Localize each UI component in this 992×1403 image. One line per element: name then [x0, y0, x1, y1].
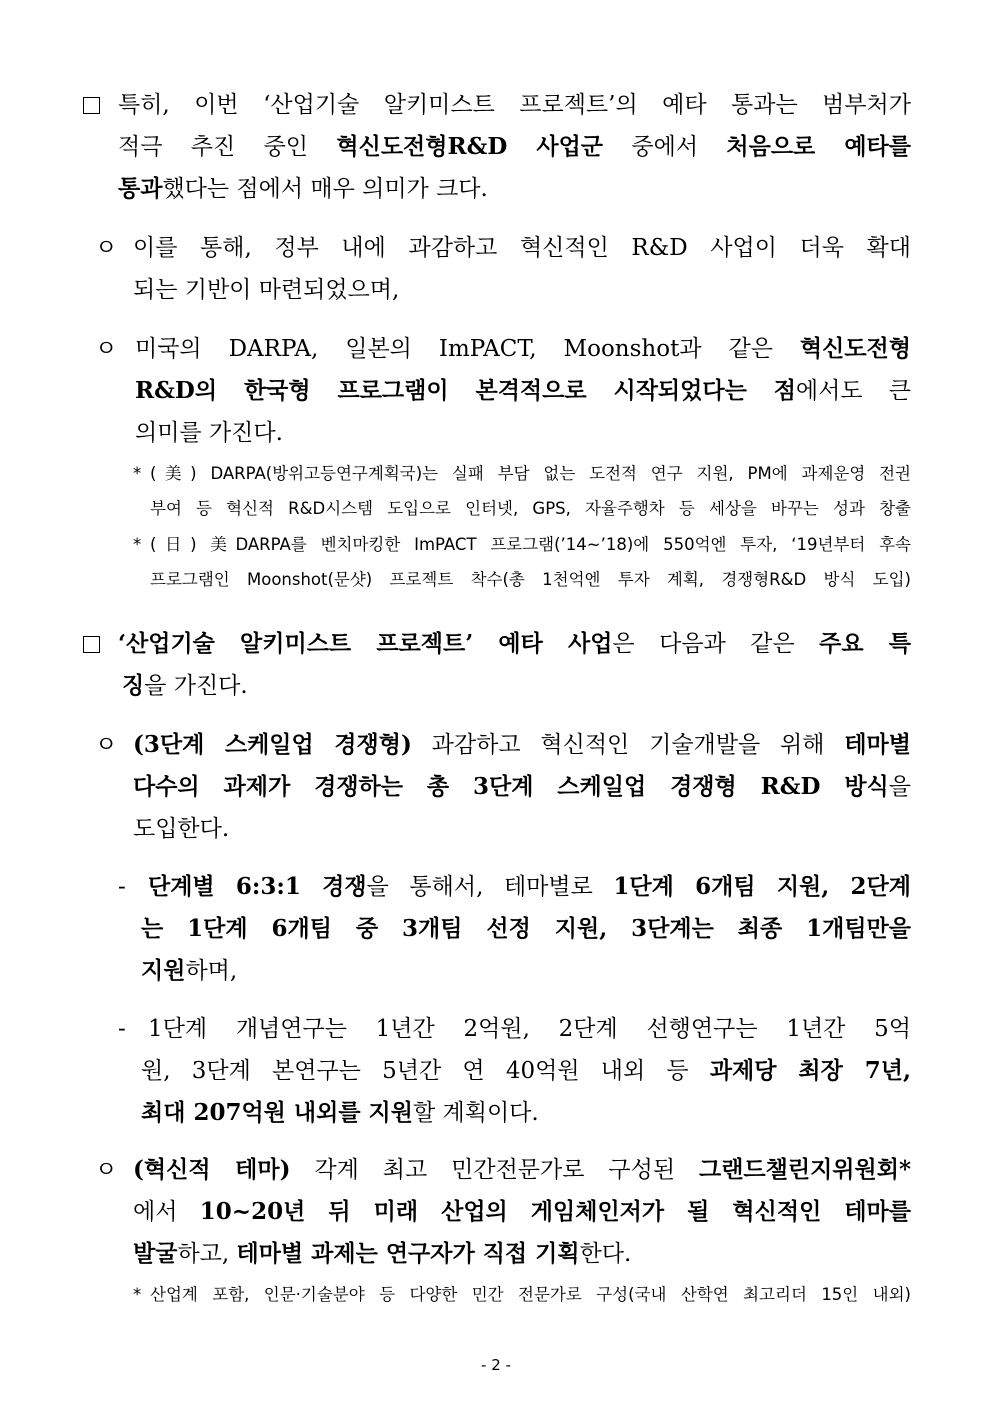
text-run: 하고,	[177, 1241, 237, 1267]
paragraph-line	[141, 914, 911, 944]
paragraph-line	[133, 1239, 911, 1269]
paragraph-line	[118, 132, 911, 162]
text-run: 을	[888, 774, 911, 800]
text-run: 에서	[133, 1199, 200, 1225]
bold-run: 테마별 과제는 연구자가 직접 기획	[236, 1240, 580, 1267]
bold-run: 는 1단계 6개팀 중 3개팀 선정 지원, 3단계는 최종 1개팀만을	[141, 915, 911, 942]
paragraph-line	[133, 233, 911, 263]
bold-run: R&D의 한국형 프로그램이 본격적으로 시작되었다는 점	[135, 377, 796, 404]
text-run: 은 다음과 같은	[612, 631, 820, 657]
circle-bullet: ㅇ	[95, 235, 118, 261]
bold-run: (3단계 스케일업 경쟁형)	[133, 731, 412, 758]
note-marker: *	[133, 535, 142, 554]
text-run: 이를 통해, 정부 내에 과감하고 혁신적인 R&D 사업이 더욱 확대	[133, 235, 911, 261]
bold-run: 주요 특	[819, 630, 911, 657]
footnote-line: (美) DARPA(방위고등연구계획국)는 실패 부담 없는 도전적 연구 지원, PM에 과제운영 전권	[150, 464, 911, 483]
circle-bullet: ㅇ	[95, 1157, 118, 1183]
dash-bullet: -	[118, 874, 126, 900]
circle-bullet: ㅇ	[95, 336, 118, 362]
text-run: 과감하고 혁신적인 기술개발을 위해	[411, 732, 845, 758]
bold-run: 혁신도전형R&D 사업군	[336, 133, 604, 160]
paragraph-line	[141, 956, 911, 986]
bold-run: 다수의 과제가 경쟁하는 총 3단계 스케일업 경쟁형 R&D 방식	[133, 773, 889, 800]
text-run: 특히, 이번 ‘산업기술 알키미스트 프로젝트’의 예타 통과는 범부처가	[118, 92, 911, 118]
text-run: 을 통해서, 테마별로	[366, 874, 614, 900]
bold-run: 지원	[141, 957, 186, 984]
paragraph-line	[148, 872, 911, 902]
paragraph-line	[133, 772, 911, 802]
bold-run: 징	[122, 672, 145, 699]
bold-run: 테마별	[844, 731, 911, 758]
dash-bullet: -	[118, 1016, 126, 1042]
bold-run: 발굴	[133, 1240, 178, 1267]
text-run: 을 가진다.	[144, 673, 248, 699]
paragraph-line	[118, 629, 911, 659]
paragraph-line	[118, 174, 911, 204]
bold-run: ‘산업기술 알키미스트 프로젝트’ 예타 사업	[118, 630, 613, 657]
text-run: 하며,	[185, 958, 238, 984]
text-run: 각계 최고 민간전문가로 구성된	[290, 1157, 699, 1183]
text-run: 했다는 점에서 매우 의미가 크다.	[162, 176, 488, 202]
text-run: 에서도 큰	[795, 378, 911, 404]
bold-run: 통과	[118, 175, 163, 202]
text-run: 할 계획이다.	[413, 1100, 539, 1126]
paragraph-line	[141, 1056, 911, 1086]
paragraph-line	[135, 418, 911, 448]
text-run: 1단계 개념연구는 1년간 2억원, 2단계 선행연구는 1년간 5억	[148, 1016, 911, 1042]
bold-run: 처음으로 예타를	[726, 133, 911, 160]
bold-run: 1단계 6개팀 지원, 2단계	[613, 873, 911, 900]
bold-run: 과제당 최장 7년,	[709, 1057, 911, 1084]
paragraph-line	[135, 376, 911, 406]
text-run: 한다.	[579, 1241, 632, 1267]
paragraph-line	[122, 671, 911, 701]
paragraph-line	[133, 730, 911, 760]
text-run: 미국의 DARPA, 일본의 ImPACT, Moonshot과 같은	[135, 336, 800, 362]
footnote-line: 프로그램인 Moonshot(문샷) 프로젝트 착수(총 1천억엔 투자 계획, 경쟁형R&D 방식 도입)	[150, 570, 911, 589]
square-bullet-icon	[83, 97, 100, 114]
bold-run: 10~20년 뒤 미래 산업의 게임체인저가 될 혁신적인 테마를	[199, 1198, 911, 1225]
text-run: 도입한다.	[133, 816, 230, 842]
footnote-line: 부여 등 혁신적 R&D시스템 도입으로 인터넷, GPS, 자율주행차 등 세상을 바꾸는 성과 창출	[150, 499, 911, 518]
text-run: 의미를 가진다.	[135, 420, 283, 446]
bold-run: (혁신적 테마)	[133, 1156, 291, 1183]
circle-bullet: ㅇ	[95, 732, 118, 758]
paragraph-line	[133, 1197, 911, 1227]
bold-run: 혁신도전형	[799, 335, 911, 362]
square-bullet-icon	[83, 636, 100, 653]
paragraph-line	[133, 275, 911, 305]
paragraph-line	[141, 1098, 911, 1128]
bold-run: 단계별 6:3:1 경쟁	[148, 873, 367, 900]
page-number: - 2 -	[481, 1356, 511, 1374]
paragraph-line	[148, 1014, 911, 1044]
text-run: 적극 추진 중인	[118, 134, 337, 160]
text-run: 되는 기반이 마련되었으며,	[133, 277, 400, 303]
note-marker: *	[133, 464, 142, 483]
bold-run: 그랜드챌린지위원회*	[699, 1156, 911, 1183]
paragraph-line	[133, 1155, 911, 1185]
text-run: 원, 3단계 본연구는 5년간 연 40억원 내외 등	[141, 1058, 710, 1084]
footnote-line: (日) 美DARPA를 벤치마킹한 ImPACT 프로그램(’14~’18)에 550억엔 투자, ‘19년부터 후속	[150, 535, 911, 554]
paragraph-line	[133, 814, 911, 844]
bold-run: 최대 207억원 내외를 지원	[141, 1099, 413, 1126]
footnote-line: 산업계 포함, 인문·기술분야 등 다양한 민간 전문가로 구성(국내 산학연 최고리더 15인 내외)	[150, 1285, 911, 1304]
paragraph-line	[118, 90, 911, 120]
paragraph-line	[135, 334, 911, 364]
note-marker: *	[133, 1285, 142, 1304]
text-run: 중에서	[603, 134, 727, 160]
